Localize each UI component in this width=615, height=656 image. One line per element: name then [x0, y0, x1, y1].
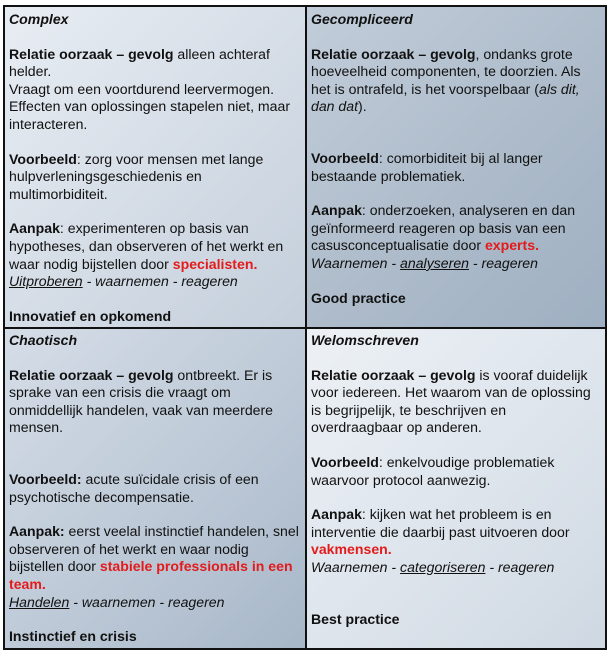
quadrant-title: Gecompliceerd — [311, 11, 413, 27]
quadrant-footer: Innovatief en opkomend — [9, 307, 172, 324]
relation-text: , ondanks grote hoeveelheid componenten, te doorzien. Als het is ontrafeld, is het voorspelbaar ( — [311, 45, 581, 97]
example-text: : comorbiditeit bij al langer bestaande problematiek. — [311, 149, 543, 184]
approach-paragraph — [311, 506, 599, 559]
steps-first: Waarnemen - — [311, 254, 401, 271]
steps-first: Waarnemen - — [311, 558, 401, 575]
relation-text: is vooraf duidelijk voor iedereen. Het waarom van de oplossing is begrijpelijk, te beschrijven en overdraagbaar op anderen. — [311, 366, 591, 436]
relation-paragraph — [311, 367, 599, 437]
approach-text: : onderzoeken, analyseren en dan geïnformeerd reageren op basis van een casusconceptualisatie door — [311, 202, 576, 254]
steps-mid: analyseren — [400, 254, 469, 271]
cynefin-table — [3, 5, 607, 650]
relation-label: Relatie oorzaak – gevolg — [311, 45, 476, 62]
approach-paragraph — [9, 220, 303, 273]
steps-rest: - reageren — [469, 254, 538, 271]
relation-paragraph — [9, 367, 303, 437]
approach-paragraph — [9, 523, 303, 593]
approach-label: Aanpak — [311, 506, 362, 523]
approach-label: Aanpak — [9, 220, 60, 237]
approach-text: : experimenteren op basis van hypotheses, dan observeren of het werkt en waar nodig bijstellen door — [9, 220, 284, 272]
relation-paragraph — [311, 46, 599, 116]
example-paragraph — [311, 150, 599, 185]
steps-line — [9, 594, 303, 612]
example-label: Voorbeeld: — [9, 470, 82, 487]
example-paragraph — [9, 151, 303, 204]
example-paragraph — [9, 471, 303, 506]
example-text: : zorg voor mensen met lange hulpverleningsgeschiedenis en multimorbiditeit. — [9, 150, 264, 202]
quadrant-footer: Best practice — [311, 610, 400, 627]
quadrant-complicated — [307, 7, 605, 328]
steps-mid: categoriseren — [400, 558, 486, 575]
quadrant-chaotic — [5, 328, 307, 648]
steps-line — [9, 273, 303, 291]
steps-rest: - reageren — [485, 558, 555, 575]
approach-emphasis: experts. — [484, 237, 539, 254]
example-label: Voorbeeld — [311, 149, 379, 166]
approach-emphasis: stabiele professionals in een team. — [9, 558, 293, 592]
relation-end: ). — [358, 98, 367, 115]
example-label: Voorbeeld — [9, 150, 77, 167]
example-paragraph — [311, 454, 599, 489]
quadrant-footer: Good practice — [311, 289, 406, 306]
example-text: : enkelvoudige problematiek waarvoor protocol aanwezig. — [311, 453, 555, 488]
relation-label: Relatie oorzaak – gevolg — [9, 45, 174, 62]
example-label: Voorbeeld — [311, 453, 379, 470]
approach-text: eerst veelal instinctief handelen, snel observeren of het werkt en waar nodig bijstellen door — [9, 523, 299, 575]
steps-line — [311, 255, 599, 273]
example-text: acute suïcidale crisis of een psychotische decompensatie. — [9, 470, 259, 505]
relation-text-3: Effecten van oplossingen stapelen niet, maar interacteren. — [9, 98, 291, 132]
approach-paragraph — [311, 202, 599, 255]
quadrant-simple — [307, 328, 605, 648]
approach-label: Aanpak: — [9, 523, 65, 540]
relation-text: ontbreekt. Er is sprake van een crisis die vraagt om onmiddellijk handelen, vaak van meerdere mensen. — [9, 366, 274, 436]
steps-rest: - waarnemen - reageren — [82, 273, 238, 290]
relation-label: Relatie oorzaak – gevolg — [311, 366, 476, 383]
approach-emphasis: vakmensen. — [311, 541, 392, 558]
steps-rest: - waarnemen - reageren — [69, 593, 225, 610]
quadrant-title: Complex — [9, 11, 69, 27]
relation-text: alleen achteraf helder. — [9, 45, 270, 80]
steps-line — [311, 559, 599, 577]
relation-text-2: Vraagt om een voortdurend leervermogen. — [9, 80, 275, 97]
steps-first: Handelen — [9, 593, 70, 610]
quadrant-title: Chaotisch — [9, 332, 78, 348]
quadrant-title: Welomschreven — [311, 332, 419, 348]
relation-label: Relatie oorzaak – gevolg — [9, 366, 174, 383]
approach-text: : kijken wat het probleem is en interventie die daarbij past uitvoeren door — [311, 506, 570, 540]
relation-paragraph — [9, 46, 303, 81]
quadrant-complex — [5, 7, 307, 328]
steps-first: Uitproberen — [9, 273, 83, 290]
horizontal-divider — [5, 327, 605, 329]
approach-emphasis: specialisten. — [172, 255, 258, 272]
approach-label: Aanpak — [311, 202, 362, 219]
quadrant-footer: Instinctief en crisis — [9, 628, 137, 645]
relation-italic: als dit, dan dat — [311, 80, 580, 115]
